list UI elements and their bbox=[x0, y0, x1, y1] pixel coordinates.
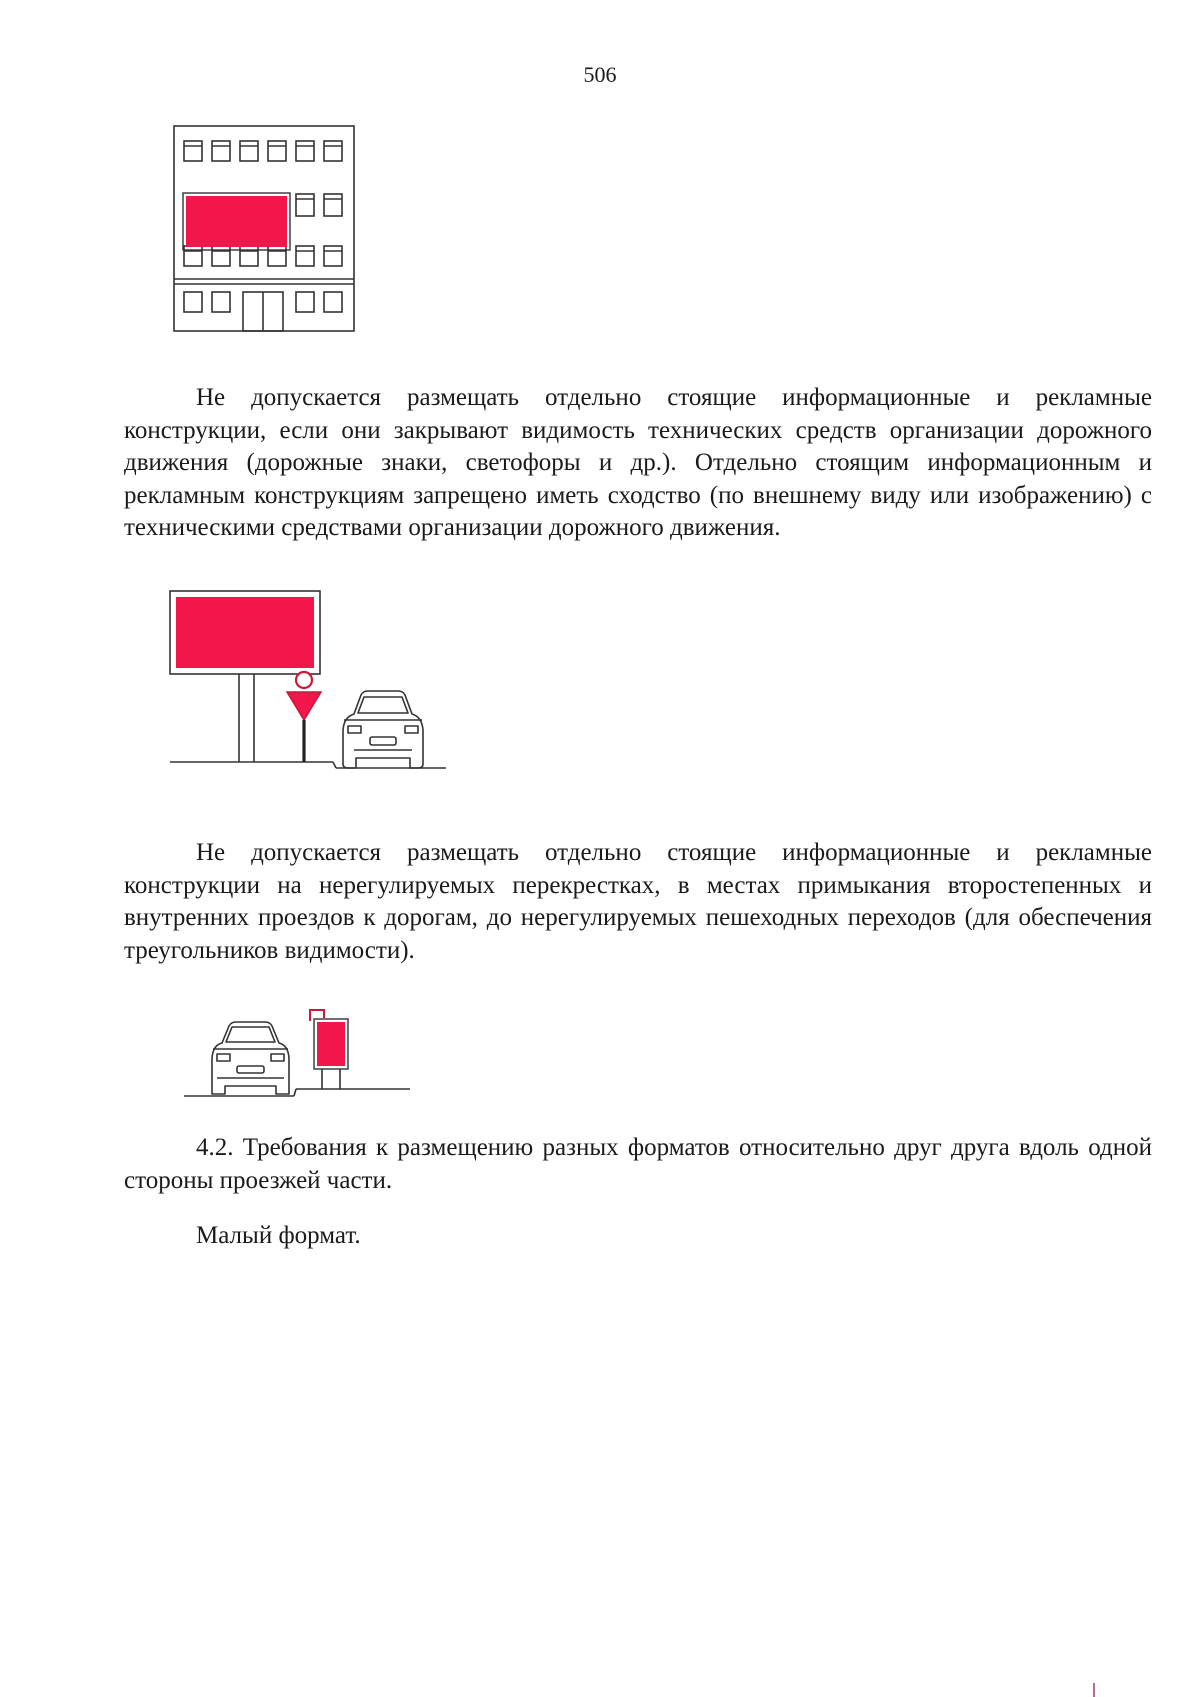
pillar-ad-near-car-icon bbox=[182, 1000, 412, 1100]
paragraph-unregulated-intersections: Не допускается размещать отдельно стоящие информационные и рекламные конструкции на нерегулируемых перекрестках, в местах примыкания второстепенных и внутренних проездов к дорогам, до нерегулируемых пешеходных переходов (для обеспечения треугольников видимости). bbox=[124, 839, 1152, 964]
section-heading-4-2: 4.2. Требования к размещению разных форматов относительно друг друга вдоль одной стороны проезжей части. bbox=[124, 1134, 1152, 1194]
subheading-small-format: Малый формат. bbox=[196, 1222, 361, 1249]
billboard-blocking-traffic-sign-icon bbox=[168, 580, 448, 780]
building-with-facade-ad-icon bbox=[172, 124, 362, 334]
paragraph-visibility-of-traffic-devices: Не допускается размещать отдельно стоящие информационные и рекламные конструкции, если они закрывают видимость технических средств организации дорожного движения (дорожные знаки, светофоры и др.). Отдельно стоящим информационным и рекламным конструкциям запрещено иметь сходство (по внешнему виду или изображению) с техническими средствами организации дорожного движения. bbox=[124, 384, 1152, 541]
scan-mark bbox=[1093, 1683, 1095, 1697]
page-number: 506 bbox=[583, 62, 617, 87]
